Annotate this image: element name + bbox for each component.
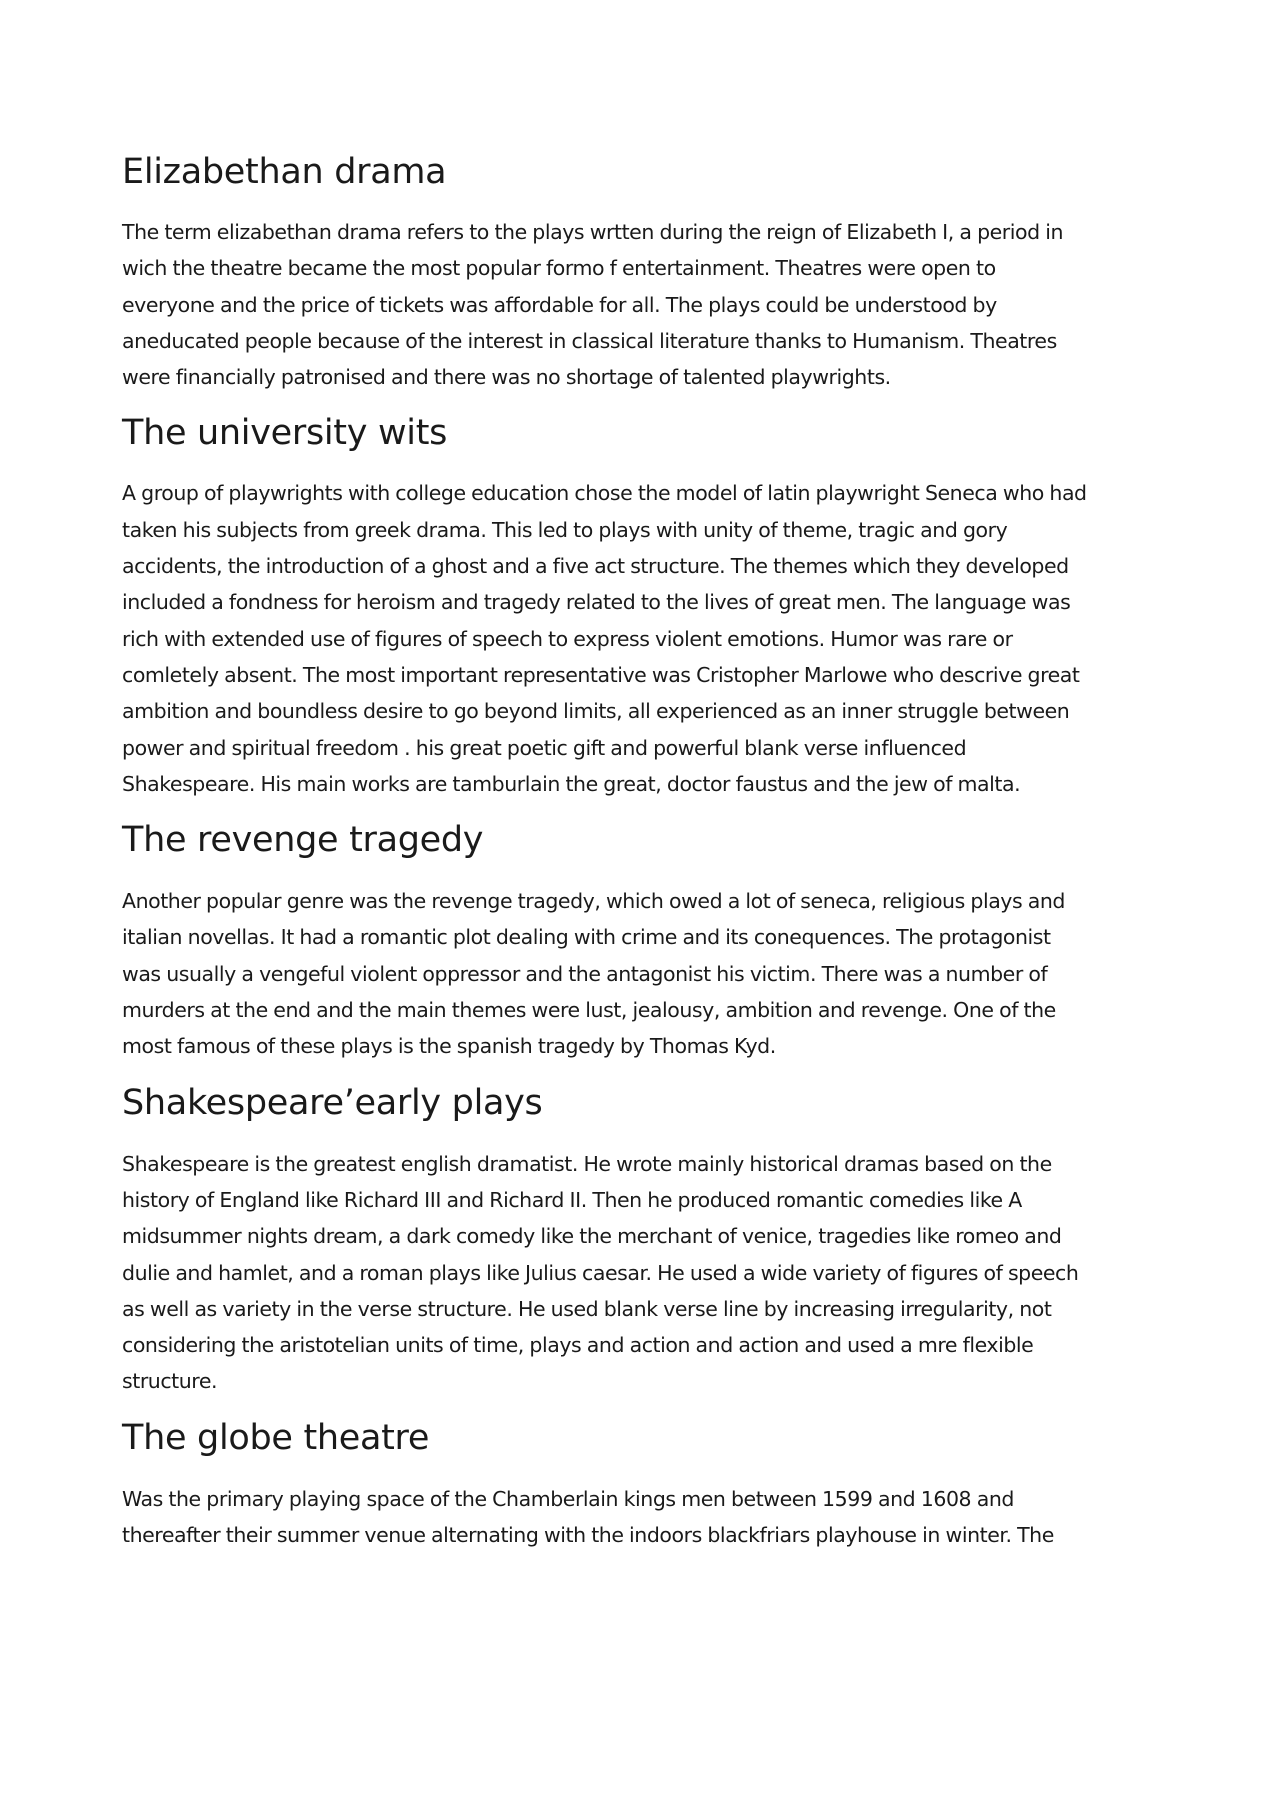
text-line: as well as variety in the verse structure. He used blank verse line by increasing irregularity, not: [122, 1296, 1052, 1321]
heading-revenge-tragedy: The revenge tragedy: [122, 820, 484, 861]
text-line: wich the theatre became the most popular formo f entertainment. Theatres were open to: [122, 256, 996, 281]
text-line: ambition and boundless desire to go beyond limits, all experienced as an inner struggle between: [122, 699, 1070, 724]
text-line: Was the primary playing space of the Chamberlain kings men between 1599 and 1608 and: [122, 1486, 1014, 1511]
text-line: Shakespeare. His main works are tamburlain the great, doctor faustus and the jew of malta.: [122, 771, 1021, 796]
text-line: A group of playwrights with college education chose the model of latin playwright Seneca who had: [122, 481, 1087, 506]
text-line: The term elizabethan drama refers to the plays wrtten during the reign of Elizabeth I, a period in: [122, 220, 1064, 244]
heading-university-wits: The university wits: [122, 413, 448, 454]
text-line: thereafter their summer venue alternating with the indoors blackfriars playhouse in winter. The: [122, 1523, 1054, 1548]
text-line: were financially patronised and there was no shortage of talented playwrights.: [122, 365, 891, 390]
text-line: murders at the end and the main themes were lust, jealousy, ambition and revenge. One of the: [122, 998, 1056, 1023]
text-line: structure.: [122, 1369, 218, 1394]
text-line: comletely absent. The most important representative was Cristopher Marlowe who descrive great: [122, 662, 1080, 687]
text-line: was usually a vengeful violent oppressor and the antagonist his victim. There was a number of: [122, 961, 1048, 986]
text-line: taken his subjects from greek drama. This led to plays with unity of theme, tragic and gory: [122, 517, 1008, 542]
text-line: Another popular genre was the revenge tragedy, which owed a lot of seneca, religious plays and: [122, 889, 1065, 914]
text-line: Shakespeare is the greatest english dramatist. He wrote mainly historical dramas based on the: [122, 1151, 1052, 1176]
heading-shakespeare-early-plays: Shakespeare’early plays: [122, 1082, 543, 1123]
text-line: most famous of these plays is the spanish tragedy by Thomas Kyd.: [122, 1034, 776, 1059]
text-line: dulie and hamlet, and a roman plays like Julius caesar. He used a wide variety of figures of speech: [122, 1260, 1079, 1285]
text-line: midsummer nights dream, a dark comedy like the merchant of venice, tragedies like romeo and: [122, 1224, 1062, 1249]
text-line: rich with extended use of figures of speech to express violent emotions. Humor was rare or: [122, 626, 1013, 651]
paragraph-shakespeare-early-plays: [122, 1146, 1172, 1400]
text-line: included a fondness for heroism and tragedy related to the lives of great men. The language was: [122, 590, 1071, 615]
text-line: accidents, the introduction of a ghost and a five act structure. The themes which they developed: [122, 554, 1069, 579]
text-line: power and spiritual freedom . his great poetic gift and powerful blank verse influenced: [122, 735, 967, 760]
text-line: italian novellas. It had a romantic plot dealing with crime and its conequences. The protagonist: [122, 925, 1051, 950]
text-line: aneducated people because of the interest in classical literature thanks to Humanism. Theatres: [122, 328, 1057, 353]
heading-elizabethan-drama: Elizabethan drama: [122, 152, 447, 192]
text-line: history of England like Richard III and Richard II. Then he produced romantic comedies like A: [122, 1187, 1022, 1212]
text-line: considering the aristotelian units of time, plays and action and action and used a mre flexible: [122, 1333, 1034, 1358]
document-page: [122, 148, 1172, 1553]
heading-globe-theatre: The globe theatre: [122, 1417, 430, 1458]
text-line: everyone and the price of tickets was affordable for all. The plays could be understood by: [122, 292, 997, 317]
paragraph-elizabethan-drama: [122, 214, 1172, 395]
paragraph-university-wits: [122, 475, 1172, 802]
paragraph-globe-theatre: [122, 1481, 1172, 1554]
paragraph-revenge-tragedy: [122, 883, 1172, 1064]
